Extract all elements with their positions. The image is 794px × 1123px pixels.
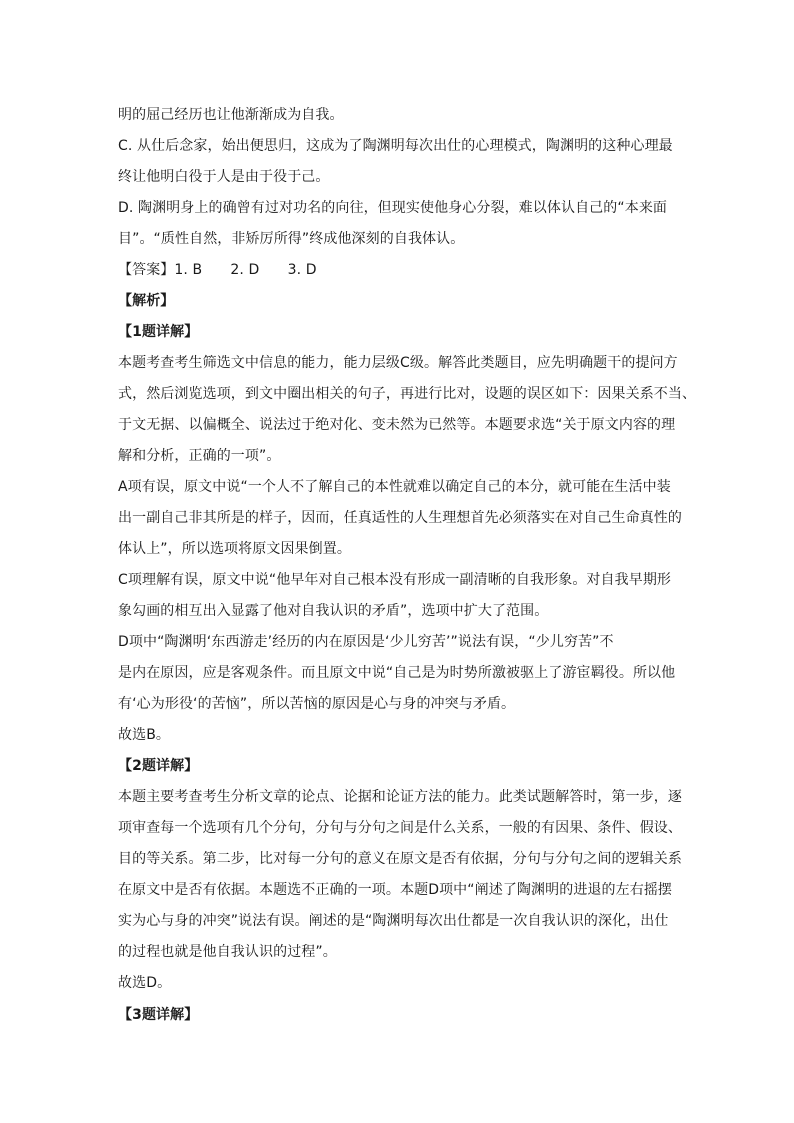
body-line: 有‘心为形役‘的苦恼”，所以苦恼的原因是心与身的冲突与矛盾。: [118, 696, 516, 712]
body-line: 目”。“质性自然，非矫厉所得”终成他深刻的自我体认。: [118, 231, 465, 247]
body-line: 于文无据、以偏概全、说法过于绝对化、变未然为已然等。本题要求选“关于原文内容的理: [118, 417, 676, 433]
document-body: [118, 100, 697, 1031]
body-line: 出一副自己非其所是的样子，因而，任真适性的人生理想首先必须落实在对自己生命真性的: [118, 510, 682, 526]
body-line: 目的等关系。第二步，比对每一分句的意义在原文是否有依据，分句与分句之间的逻辑关系: [118, 851, 682, 867]
option-d-line: D. 陶渊明身上的确曾有过对功名的向往，但现实使他身心分裂，难以体认自己的“本来面: [118, 200, 668, 216]
question-2-heading: 【2题详解】: [118, 758, 199, 774]
question-1-heading: 【1题详解】: [118, 324, 199, 340]
body-line: 实为心与身的冲突”说法有误。阐述的是“陶渊明每次出仕都是一次自我认识的深化，出仕: [118, 913, 669, 929]
body-line: A项有误，原文中说“一个人不了解自己的本性就难以确定自己的本分，就可能在生活中装: [118, 479, 671, 495]
body-line: 明的屈己经历也让他渐渐成为自我。: [118, 107, 344, 123]
option-c-line: C. 从仕后念家，始出便思归，这成为了陶渊明每次出仕的心理模式，陶渊明的这种心理最: [118, 138, 673, 154]
body-line: 本题考查考生筛选文中信息的能力，能力层级C级。解答此类题目，应先明确题干的提问方: [118, 355, 678, 371]
body-line: 的过程也就是他自我认识的过程”。: [118, 944, 337, 960]
body-line: 是内在原因，应是客观条件。而且原文中说“自己是为时势所激被驱上了游宦羁役。所以他: [118, 665, 676, 681]
body-line: 项审查每一个选项有几个分句，分句与分句之间是什么关系，一般的有因果、条件、假设、: [118, 820, 682, 836]
body-line: 终让他明白役于人是由于役于己。: [118, 169, 330, 185]
conclusion-line: 故选D。: [118, 975, 172, 991]
answer-line: 【答案】1. B 2. D 3. D: [118, 262, 317, 278]
conclusion-line: 故选B。: [118, 727, 171, 743]
analysis-heading: 【解析】: [118, 293, 175, 309]
body-line: C项理解有误，原文中说“他早年对自己根本没有形成一副清晰的自我形象。对自我早期形: [118, 572, 672, 588]
body-line: 体认上”，所以选项将原文因果倒置。: [118, 541, 351, 557]
body-line: 本题主要考查考生分析文章的论点、论据和论证方法的能力。此类试题解答时，第一步，逐: [118, 789, 682, 805]
body-line: 解和分析，正确的一项”。: [118, 448, 281, 464]
question-3-heading: 【3题详解】: [118, 1007, 199, 1023]
body-line: 象勾画的相互出入显露了他对自我认识的矛盾”，选项中扩大了范围。: [118, 603, 549, 619]
body-line: 在原文中是否有依据。本题选不正确的一项。本题D项中“阐述了陶渊明的进退的左右摇摆: [118, 882, 673, 898]
body-line: 式，然后浏览选项，到文中圈出相关的句子，再进行比对，设题的误区如下：因果关系不当、: [118, 386, 697, 402]
body-line: D项中“陶渊明‘东西游走’经历的内在原因是‘少儿穷苦’”说法有误，“少儿穷苦”不: [118, 634, 614, 650]
